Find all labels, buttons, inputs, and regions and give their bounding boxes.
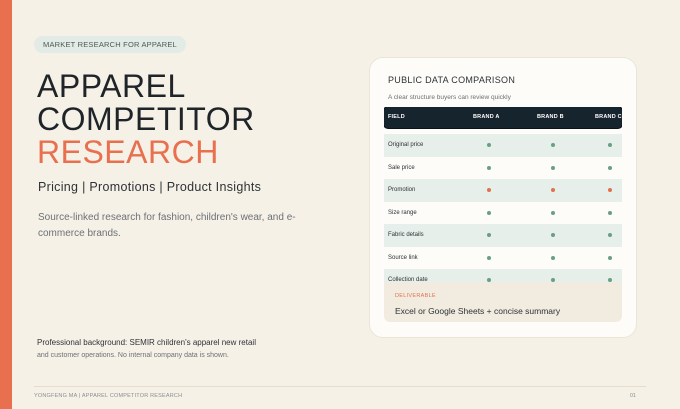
background-note: Professional background: SEMIR children's apparel new retail — [37, 338, 256, 347]
column-header-brand-c: BRAND C — [595, 114, 622, 120]
green-status-dot — [551, 166, 555, 170]
row-field-label: Source link — [388, 254, 418, 261]
table-row — [384, 224, 622, 247]
table-row — [384, 134, 622, 157]
table-row — [384, 269, 622, 282]
deliverable-label: DELIVERABLE — [395, 293, 436, 299]
footer-divider — [34, 386, 646, 387]
row-field-label: Fabric details — [388, 232, 424, 238]
table-row — [384, 247, 622, 270]
table-row — [384, 179, 622, 202]
green-status-dot — [487, 166, 491, 170]
card-subtitle: A clear structure buyers can review quickly — [388, 94, 511, 101]
card-title: PUBLIC DATA COMPARISON — [388, 75, 516, 85]
page-description: Source-linked research for fashion, children's wear, and e-commerce brands. — [38, 212, 296, 239]
table-body — [384, 134, 622, 282]
orange-status-dot — [608, 188, 612, 192]
green-status-dot — [608, 211, 612, 215]
green-status-dot — [551, 256, 555, 260]
green-status-dot — [487, 233, 491, 237]
row-field-label: Collection date — [388, 277, 428, 282]
green-status-dot — [487, 211, 491, 215]
green-status-dot — [608, 233, 612, 237]
deliverable-text: Excel or Google Sheets + concise summary — [395, 306, 561, 316]
green-status-dot — [608, 256, 612, 260]
green-status-dot — [551, 143, 555, 147]
row-field-label: Original price — [388, 142, 424, 148]
orange-status-dot — [551, 188, 555, 192]
column-header-brand-b: BRAND B — [537, 114, 564, 120]
table-header — [384, 107, 622, 128]
green-status-dot — [608, 143, 612, 147]
row-field-label: Size range — [388, 209, 417, 216]
footer-credit: YONGFENG MA | APPAREL COMPETITOR RESEARCH — [34, 393, 183, 399]
orange-status-dot — [487, 188, 491, 192]
comparison-table — [384, 107, 622, 282]
background-disclaimer: and customer operations. No internal company data is shown. — [37, 352, 229, 359]
page-number: 01 — [629, 393, 636, 399]
page-subtitle: Pricing | Promotions | Product Insights — [38, 180, 262, 194]
row-field-label: Sale price — [388, 164, 415, 171]
deliverable-box — [384, 282, 622, 322]
green-status-dot — [551, 211, 555, 215]
green-status-dot — [608, 166, 612, 170]
category-tag: MARKET RESEARCH FOR APPAREL — [34, 36, 186, 53]
page-title — [37, 70, 255, 169]
comparison-card — [369, 57, 637, 338]
green-status-dot — [551, 233, 555, 237]
title-line-1: APPAREL — [37, 68, 186, 104]
column-header-brand-a: BRAND A — [473, 114, 500, 120]
green-status-dot — [487, 143, 491, 147]
table-row — [384, 157, 622, 180]
green-status-dot — [487, 256, 491, 260]
row-field-label: Promotion — [388, 187, 416, 193]
accent-bar — [0, 0, 12, 409]
column-header-field: FIELD — [388, 114, 405, 120]
title-line-3: RESEARCH — [37, 134, 219, 170]
title-line-2: COMPETITOR — [37, 101, 255, 137]
table-row — [384, 202, 622, 225]
